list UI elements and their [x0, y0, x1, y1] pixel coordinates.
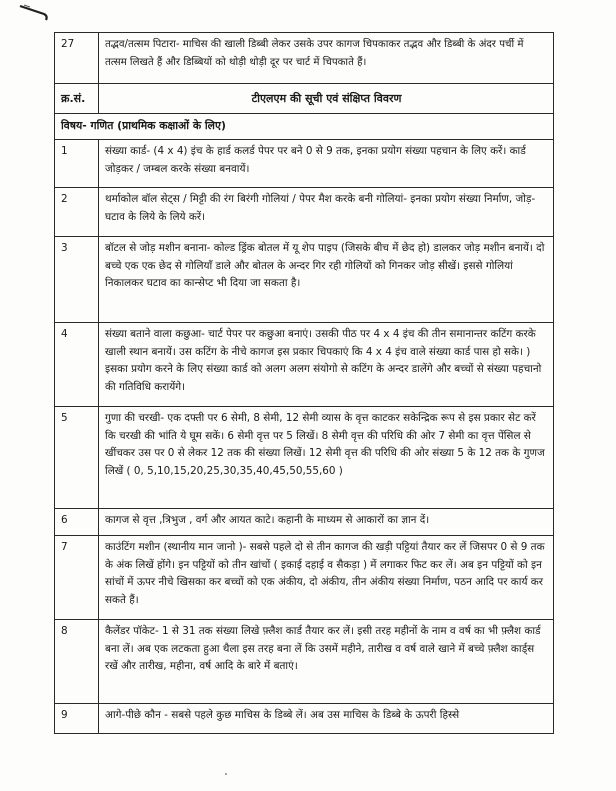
table-row: [55, 536, 554, 620]
row-number: 8: [55, 620, 99, 704]
table-row: [55, 704, 554, 734]
table-row: [55, 140, 554, 188]
row-number: 1: [55, 140, 99, 188]
table-row: [55, 237, 554, 323]
header-serial: क्र.सं.: [55, 84, 99, 114]
table-row: [55, 323, 554, 407]
row-number: 4: [55, 323, 99, 407]
subject-row: [55, 114, 554, 140]
row-description: कैलेंडर पॉकेट- 1 से 31 तक संख्या लिखे फ़्लैश कार्ड तैयार कर लें। इसी तरह महीनों के नाम व वर्ष का भी फ़्लैश कार्ड बना लें। अब एक लटकता हुआ थैला इस तरह बना लें कि उसमें महीने, तारीख व वर्ष वाले खाने में बच्चे फ़्लैश कार्ड्स रखें और तारीख, महीना, वर्ष आदि के बारे में बताएं।: [99, 620, 554, 704]
table-row: [55, 620, 554, 704]
row-description: थर्माकोल बॉल सेट्स / मिट्टी की रंग बिरंगी गोलियां / पेपर मैश करके बनी गोलियां- इनका प्रयोग संख्या निर्माण, जोड़-घटाव के लिये के लिये करें।: [99, 188, 554, 237]
staple-mark: [18, 4, 54, 24]
row-description: गुणा की चरखी- एक दफ्ती पर 6 सेमी, 8 सेमी, 12 सेमी व्यास के वृत्त काटकर सकेन्द्रिक रूप से इस प्रकार सेट करें कि चरखी की भांति ये घूम सकें। 6 सेमी वृत्त पर 5 लिखें। 8 सेमी वृत्त की परिधि की ओर 7 सेमी का वृत्त पेंसिल से खींचकर उस पर 0 से लेकर 12 तक की संख्या लिखें। 12 सेमी वृत्त की परिधि की ओर संख्या 5 के 12 तक के गुणज लिखें ( 0, 5,10,15,20,25,30,35,40,45,50,55,60 ): [99, 407, 554, 509]
row-description: संख्या कार्ड- (4 x 4) इंच के हार्ड कलर्ड पेपर पर बने 0 से 9 तक, इनका प्रयोग संख्या पहचान के लिए करें। कार्ड जोड़कर / जम्बल करके संख्या बनवायें।: [99, 140, 554, 188]
table-row: [55, 188, 554, 237]
row-number: 2: [55, 188, 99, 237]
row-number: 9: [55, 704, 99, 734]
row-description: तद्भव/तत्सम पिटारा- माचिस की खाली डिब्बी लेकर उसके उपर कागज चिपकाकर तद्भव और डिब्बी के अंदर पर्ची में तत्सम लिखते हैं और डिब्बियों को थोड़ी थोड़ी दूर पर चार्ट में चिपकाते हैं।: [99, 33, 554, 84]
subject-heading: विषय- गणित (प्राथमिक कक्षाओं के लिए): [55, 114, 554, 140]
row-description: काउंटिंग मशीन (स्थानीय मान जानो )- सबसे पहले दो से तीन कागज की खड़ी पट्टियां तैयार कर लें जिसपर 0 से 9 तक के अंक लिखें होंगे। इन पट्टियों को तीन खांचों ( इकाई दहाई व सैकड़ा ) में लगाकर फिट कर लें। अब इन पट्टियों को इन सांचों में ऊपर नीचे खिसका कर बच्चों को एक अंकीय, दो अंकीय, तीन अंकीय संख्या निर्माण, पठन आदि पर कार्य कर सकते हैं।: [99, 536, 554, 620]
row-number: 27: [55, 33, 99, 84]
row-number: 6: [55, 509, 99, 536]
row-description: आगे-पीछे कौन - सबसे पहले कुछ माचिस के डिब्बे लें। अब उस माचिस के डिब्बे के ऊपरी हिस्से: [99, 704, 554, 734]
header-title: टीएलएम की सूची एवं संक्षिप्त विवरण: [99, 84, 554, 114]
table-row: [55, 33, 554, 84]
table-row: [55, 407, 554, 509]
table-row: [55, 509, 554, 536]
paper-speck: [225, 773, 227, 775]
row-number: 3: [55, 237, 99, 323]
row-description: संख्या बताने वाला कछुआ- चार्ट पेपर पर कछुआ बनाएं। उसकी पीठ पर 4 x 4 इंच की तीन समानान्तर कटिंग करके खाली स्थान बनायें। उस कटिंग के नीचे कागज इस प्रकार चिपकाएं कि 4 x 4 इंच वाले संख्या कार्ड पास हो सके। ) इसका प्रयोग करने के लिए संख्या कार्ड को अलग अलग संयोगो से कटिंग के अन्दर डालेंगे और बच्चों से संख्या पहचानो की गतिविधि करायेंगे।: [99, 323, 554, 407]
row-number: 5: [55, 407, 99, 509]
table-header-row: [55, 84, 554, 114]
row-description: बॉटल से जोड़ मशीन बनाना- कोल्ड ड्रिंक बोतल में यू शेप पाइप (जिसके बीच में छेद हो) डालकर जोड़ मशीन बनायें। दो बच्चे एक एक छेद से गोलियाँ डाले और बोतल के अन्दर गिर रही गोलियों को गिनकर जोड़ सीखें। इससे गोलियां निकालकर घटाव का कान्सेप्ट भी दिया जा सकता है।: [99, 237, 554, 323]
row-description: कागज से वृत्त ,त्रिभुज , वर्ग और आयत काटे। कहानी के माध्यम से आकारों का ज्ञान दें।: [99, 509, 554, 536]
tlm-table: [54, 32, 554, 734]
row-number: 7: [55, 536, 99, 620]
